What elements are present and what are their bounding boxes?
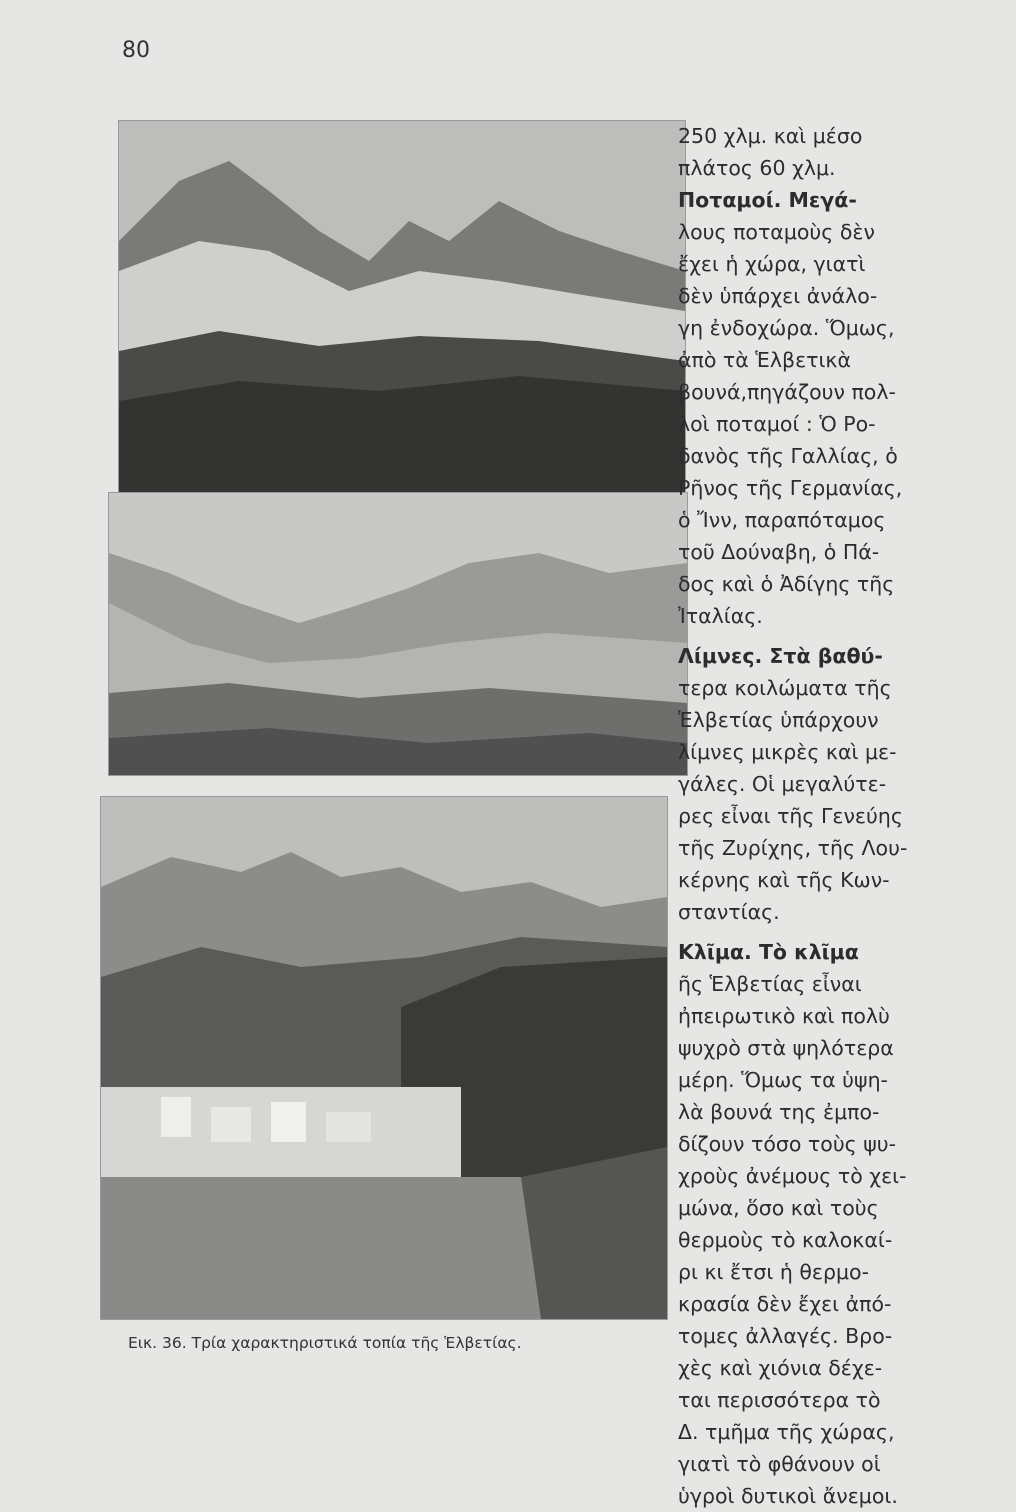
text-line: Ἰταλίας. [678,604,763,628]
text-line: κρασία δὲν ἔχει ἀπό- [678,1292,892,1316]
text-line: γιατὶ τὸ φθάνουν οἱ [678,1452,881,1476]
text-line: γάλες. Οἱ μεγαλύτε- [678,772,887,796]
text-line: ρι κι ἔτσι ἡ θερμο- [678,1260,869,1284]
text-line: δος καὶ ὁ Ἀδίγης τῆς [678,572,895,596]
text-line: ψυχρὸ στὰ ψηλότερα [678,1036,894,1060]
text-line: Ἑλβετίας ὑπάρχουν [678,708,879,732]
text-line: Ρῆνος τῆς Γερμανίας, [678,476,903,500]
text-line: χροὺς ἀνέμους τὸ χει- [678,1164,907,1188]
text-line: δανὸς τῆς Γαλλίας, ὁ [678,444,898,468]
text-line: ὑγροὶ δυτικοὶ ἄνεμοι. [678,1484,898,1508]
body-text-column [678,120,946,1512]
text-line: ῆς Ἑλβετίας εἶναι [678,972,862,996]
text-line: τῆς Ζυρίχης, τῆς Λου- [678,836,908,860]
text-line: τοῦ Δούναβη, ὁ Πά- [678,540,880,564]
section-heading-climate: Κλῖμα. Τὸ κλῖμα [678,940,859,964]
text-line: κέρνης καὶ τῆς Κων- [678,868,890,892]
text-line: μέρη. Ὅμως τα ὑψη- [678,1068,888,1092]
text-line: ἠπειρωτικὸ καὶ πολὺ [678,1004,890,1028]
text-line: χὲς καὶ χιόνια δέχε- [678,1356,883,1380]
valley-photo-middle [108,492,688,776]
text-line: τομες ἀλλαγές. Βρο- [678,1324,893,1348]
text-line: 250 χλμ. καὶ μέσο [678,124,863,148]
text-line: λίμνες μικρὲς καὶ με- [678,740,897,764]
mountain-photo-top [118,120,686,494]
text-line: λους ποταμοὺς δὲν [678,220,875,244]
lake-town-photo-bottom [100,796,668,1320]
section-heading-lakes: Λίμνες. Στὰ βαθύ- [678,644,883,668]
text-line: σταντίας. [678,900,780,924]
text-line: λὰ βουνά της ἐμπο- [678,1100,880,1124]
text-line: ται περισσότερα τὸ [678,1388,881,1412]
text-line: θερμοὺς τὸ καλοκαί- [678,1228,893,1252]
text-line: ρες εἶναι τῆς Γενεύης [678,804,903,828]
text-line: γη ἐνδοχώρα. Ὅμως, [678,316,895,340]
section-heading-rivers: Ποταμοί. Μεγά- [678,188,857,212]
figure-caption: Εικ. 36. Τρία χαρακτηριστικά τοπία τῆς Ἑλβετίας. [128,1334,522,1352]
text-line: μώνα, ὅσο καὶ τοὺς [678,1196,879,1220]
text-line: ὁ Ἴνν, παραπόταμος [678,508,886,532]
text-line: δὲν ὑπάρχει ἀνάλο- [678,284,878,308]
text-line: πλάτος 60 χλμ. [678,156,836,180]
text-line: δίζουν τόσο τοὺς ψυ- [678,1132,897,1156]
text-line: λοὶ ποταμοί : Ὁ Ρο- [678,412,876,436]
text-line: Δ. τμῆμα τῆς χώρας, [678,1420,895,1444]
page-number: 80 [122,38,150,63]
text-line: τερα κοιλώματα τῆς [678,676,892,700]
text-line: ἔχει ἡ χώρα, γιατὶ [678,252,866,276]
text-line: ἀπὸ τὰ Ἑλβετικὰ [678,348,852,372]
text-line: βουνά,πηγάζουν πολ- [678,380,896,404]
